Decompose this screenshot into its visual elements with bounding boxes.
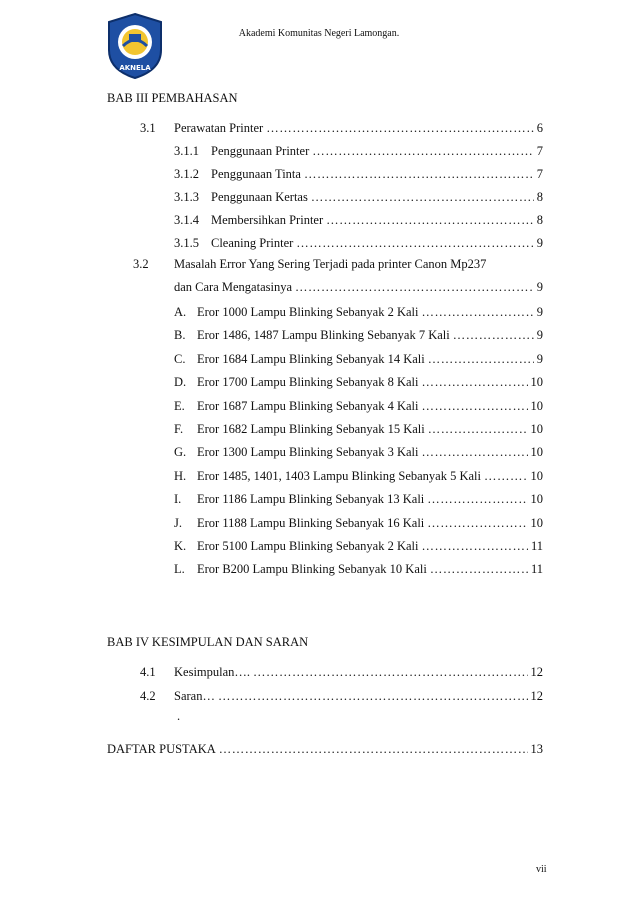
dot-leader	[219, 742, 528, 757]
institution-logo	[103, 12, 167, 80]
toc-entry-label: Membersihkan Printer	[211, 213, 324, 227]
toc-entry-daftar-pustaka[interactable]	[107, 742, 543, 757]
entry-number: D.	[174, 375, 187, 390]
entry-number: J.	[174, 515, 182, 530]
entry-number: F.	[174, 422, 184, 436]
toc-page-number: 9	[536, 351, 543, 366]
toc-entry-subsection[interactable]	[211, 167, 543, 182]
dot-leader	[312, 144, 534, 159]
entry-number: G.	[174, 445, 187, 460]
toc-entry-label: Eror B200 Lampu Blinking Sebanyak 10 Kali	[197, 562, 427, 577]
dot-leader	[296, 236, 533, 251]
toc-entry-3-2[interactable]	[174, 280, 543, 295]
dot-leader	[295, 280, 534, 295]
toc-page-number: 11	[530, 562, 543, 577]
dot-leader	[428, 422, 528, 437]
toc-entry-3-1[interactable]	[174, 121, 543, 136]
dot-leader	[427, 516, 527, 531]
dot-leader	[430, 562, 528, 577]
toc-entry-label: Eror 5100 Lampu Blinking Sebanyak 2 Kali	[197, 539, 419, 553]
toc-entry-error[interactable]	[197, 539, 543, 554]
page-header: Akademi Komunitas Negeri Lamongan.	[238, 28, 400, 39]
toc-entry-label: Eror 1186 Lampu Blinking Sebanyak 13 Kali	[197, 492, 425, 507]
toc-entry-label: Cleaning Printer	[211, 236, 294, 250]
entry-number: A.	[174, 305, 187, 319]
toc-entry-error[interactable]	[197, 375, 543, 390]
entry-number: 3.1.3	[174, 190, 199, 204]
toc-page-number: 9	[536, 280, 543, 294]
entry-number: B.	[174, 328, 186, 343]
stray-dot: .	[177, 709, 181, 723]
toc-entry-error[interactable]	[197, 469, 543, 484]
dot-leader	[304, 167, 534, 182]
dot-leader	[422, 445, 528, 460]
toc-entry-bab4[interactable]	[174, 665, 543, 680]
entry-number: H.	[174, 468, 187, 483]
toc-page-number: 10	[530, 375, 543, 390]
toc-page-number: 9	[536, 236, 543, 250]
dot-leader	[266, 121, 534, 136]
toc-entry-label: Eror 1000 Lampu Blinking Sebanyak 2 Kali	[197, 305, 419, 319]
dot-leader	[428, 352, 534, 367]
toc-entry-label: Penggunaan Printer	[211, 144, 310, 158]
entry-number: C.	[174, 351, 186, 366]
entry-number: 4.2	[140, 689, 156, 703]
toc-entry-subsection[interactable]	[211, 144, 543, 159]
toc-entry-error[interactable]	[197, 445, 543, 460]
toc-page-number: 12	[530, 689, 543, 703]
toc-entry-error[interactable]	[197, 562, 543, 577]
dot-leader	[422, 539, 528, 554]
dot-leader	[253, 665, 527, 680]
toc-entry-label: Eror 1700 Lampu Blinking Sebanyak 8 Kali	[197, 375, 419, 390]
toc-page-number: 10	[530, 492, 543, 507]
toc-entry-subsection[interactable]	[211, 213, 543, 228]
toc-page-number: 10	[530, 398, 543, 413]
dot-leader	[326, 213, 534, 228]
toc-page-number: 7	[536, 167, 543, 181]
toc-entry-label: Saran…	[174, 689, 215, 703]
page-number-footer: vii	[536, 864, 547, 875]
dot-leader	[422, 305, 534, 320]
toc-entry-label: Kesimpulan….	[174, 665, 251, 679]
toc-page-number: 6	[536, 121, 543, 135]
toc-entry-label: Eror 1684 Lampu Blinking Sebanyak 14 Kali	[197, 351, 425, 366]
dot-leader	[453, 328, 534, 343]
entry-number: 3.1.1	[174, 144, 199, 158]
toc-entry-label: Penggunaan Tinta	[211, 167, 301, 181]
svg-text:AKNELA: AKNELA	[119, 64, 151, 72]
toc-page-number: 12	[530, 665, 543, 679]
dot-leader	[484, 469, 528, 484]
toc-entry-subsection[interactable]	[211, 190, 543, 205]
dot-leader	[422, 399, 528, 414]
toc-entry-error[interactable]	[197, 352, 543, 367]
chapter-title-bab4: BAB IV KESIMPULAN DAN SARAN	[107, 635, 309, 649]
entry-number: 4.1	[140, 665, 156, 679]
entry-number: L.	[174, 562, 185, 577]
dot-leader	[427, 492, 527, 507]
dot-leader	[422, 375, 528, 390]
dot-leader	[218, 689, 528, 704]
toc-entry-label: Eror 1687 Lampu Blinking Sebanyak 4 Kali	[197, 398, 419, 413]
toc-page-number: 10	[530, 468, 543, 483]
toc-entry-label: Eror 1485, 1401, 1403 Lampu Blinking Sebanyak 5 Kali	[197, 468, 481, 483]
toc-entry-label: dan Cara Mengatasinya	[174, 280, 293, 294]
toc-page-number: 9	[536, 328, 543, 343]
section-number: 3.2	[133, 257, 149, 271]
toc-entry-label: Eror 1682 Lampu Blinking Sebanyak 15 Kali	[197, 422, 425, 436]
entry-number: K.	[174, 539, 187, 553]
chapter-title-bab3: BAB III PEMBAHASAN	[107, 91, 238, 105]
toc-entry-label: Penggunaan Kertas	[211, 190, 308, 204]
dot-leader	[311, 190, 534, 205]
entry-number: 3.1.5	[174, 236, 199, 250]
toc-page-number: 8	[536, 190, 543, 204]
toc-page-number: 10	[530, 515, 543, 530]
toc-page-number: 13	[530, 742, 543, 756]
toc-entry-error[interactable]	[197, 516, 543, 531]
entry-number: I.	[174, 492, 182, 507]
entry-number: E.	[174, 398, 185, 413]
toc-page-number: 10	[530, 445, 543, 460]
section-number: 3.1	[140, 121, 156, 135]
toc-entry-subsection[interactable]	[211, 236, 543, 251]
entry-number: 3.1.4	[174, 213, 199, 227]
toc-entry-error[interactable]	[197, 305, 543, 320]
toc-page-number: 8	[536, 213, 543, 227]
toc-entry-label: DAFTAR PUSTAKA	[107, 742, 216, 756]
toc-entry-label: Eror 1188 Lampu Blinking Sebanyak 16 Kali	[197, 515, 425, 530]
toc-page-number: 9	[536, 305, 543, 319]
toc-entry-error[interactable]	[197, 422, 543, 437]
toc-page-number: 7	[536, 144, 543, 158]
toc-entry-error[interactable]	[197, 399, 543, 414]
toc-entry-label: Eror 1300 Lampu Blinking Sebanyak 3 Kali	[197, 445, 419, 460]
toc-page-number: 10	[530, 422, 543, 436]
toc-entry-error[interactable]	[197, 492, 543, 507]
entry-number: 3.1.2	[174, 167, 199, 181]
toc-entry-bab4[interactable]	[174, 689, 543, 704]
toc-page-number: 11	[530, 539, 543, 553]
toc-entry-3-2-line1[interactable]: Masalah Error Yang Sering Terjadi pada printer Canon Mp237	[174, 257, 487, 271]
toc-entry-label: Perawatan Printer	[174, 121, 264, 135]
toc-entry-label: Eror 1486, 1487 Lampu Blinking Sebanyak 7 Kali	[197, 328, 450, 343]
toc-entry-error[interactable]	[197, 328, 543, 343]
